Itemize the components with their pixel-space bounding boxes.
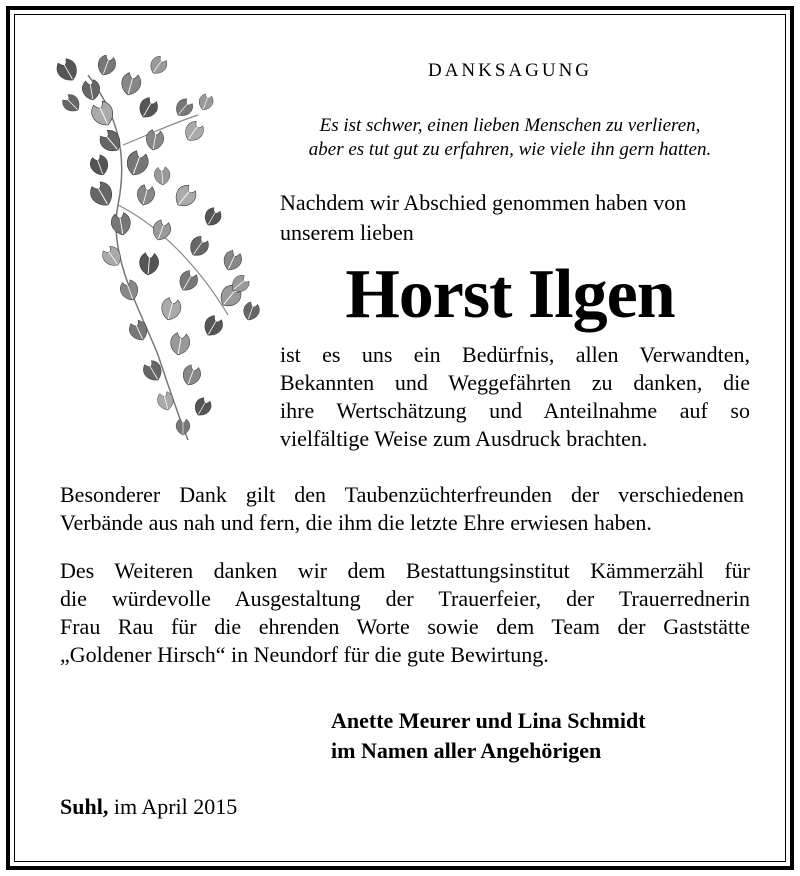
ivy-leaf: [159, 296, 183, 322]
ivy-leaf: [60, 92, 84, 116]
intro-line-2: unserem lieben: [280, 220, 414, 245]
ivy-leaf: [141, 358, 166, 384]
ivy-leaf: [95, 55, 118, 78]
ivy-leaf: [88, 99, 117, 130]
paragraph-special-thanks: [60, 481, 744, 537]
ivy-leaf: [180, 363, 203, 388]
ivy-leaf: [201, 313, 226, 339]
ivy-leaf: [118, 278, 141, 303]
ivy-leaf: [147, 55, 170, 77]
ivy-leaf: [241, 300, 262, 322]
ivy-leaf: [197, 93, 215, 113]
text-line: Verbände aus nah und fern, die ihm die letzte Ehre erwiesen haben.: [60, 510, 652, 535]
ivy-leaf: [81, 79, 101, 102]
ivy-leaf: [99, 244, 125, 270]
ivy-leaf: [156, 391, 176, 412]
place: Suhl,: [60, 794, 109, 819]
ivy-leaf: [154, 166, 171, 185]
paragraph-thanks: [280, 341, 750, 453]
signature-names: Anette Meurer und Lina Schmidt: [331, 708, 646, 733]
ivy-leaf: [186, 234, 212, 260]
text-line: Frau Rau für die ehrenden Worte sowie dem Team der Gaststätte: [60, 614, 750, 639]
ivy-leaf: [139, 252, 160, 276]
ivy-leaf: [123, 149, 151, 179]
ivy-leaf: [169, 332, 192, 357]
ivy-leaf: [181, 119, 207, 145]
text-line: ihre Wertschätzung und Anteilnahme auf so: [280, 398, 750, 423]
date: im April 2015: [113, 794, 238, 819]
text-line: die würdevolle Ausgestaltung der Trauerfeier, der Trauerrednerin: [60, 586, 750, 611]
ivy-leaf: [201, 206, 223, 229]
deceased-name: Horst Ilgen: [345, 256, 675, 333]
text-line: vielfältige Weise zum Ausdruck brachten.: [280, 426, 648, 451]
ivy-leaf: [110, 212, 133, 237]
ivy-leaf: [220, 248, 244, 273]
signature-family: im Namen aller Angehörigen: [331, 738, 602, 763]
ivy-leaf: [171, 182, 200, 211]
ivy-leaf: [88, 153, 111, 178]
motto-line-2: aber es tut gut zu erfahren, wie viele ihn gern hatten.: [308, 139, 712, 160]
intro-line-1: Nachdem wir Abschied genommen haben von: [280, 190, 687, 215]
text-line: ist es uns ein Bedürfnis, allen Verwandten,: [280, 342, 750, 367]
ivy-leaves-icon: [48, 55, 268, 445]
text-line: Besonderer Dank gilt den Taubenzüchterfreunden der verschiedenen: [60, 482, 744, 507]
text-line: Des Weiteren danken wir dem Bestattungsinstitut Kämmerzähl für: [60, 558, 750, 583]
text-line: Bekannten und Weggefährten zu danken, die: [280, 370, 750, 395]
place-date: [60, 794, 237, 820]
paragraph-further-thanks: [60, 557, 750, 669]
ivy-leaf: [135, 183, 157, 207]
ivy-leaf: [136, 95, 161, 121]
ivy-leaf: [150, 218, 173, 243]
ivy-leaf: [176, 268, 201, 294]
ivy-leaf: [191, 396, 213, 419]
ivy-leaf: [176, 419, 190, 435]
notice-title: DANKSAGUNG: [427, 60, 593, 81]
ivy-leaf: [54, 56, 81, 85]
ivy-leaf: [119, 71, 143, 97]
text-line: „Goldener Hirsch“ in Neundorf für die gute Bewirtung.: [60, 642, 549, 667]
motto-line-1: Es ist schwer, einen lieben Menschen zu verlieren,: [319, 115, 701, 136]
ivy-leaf: [87, 179, 117, 210]
